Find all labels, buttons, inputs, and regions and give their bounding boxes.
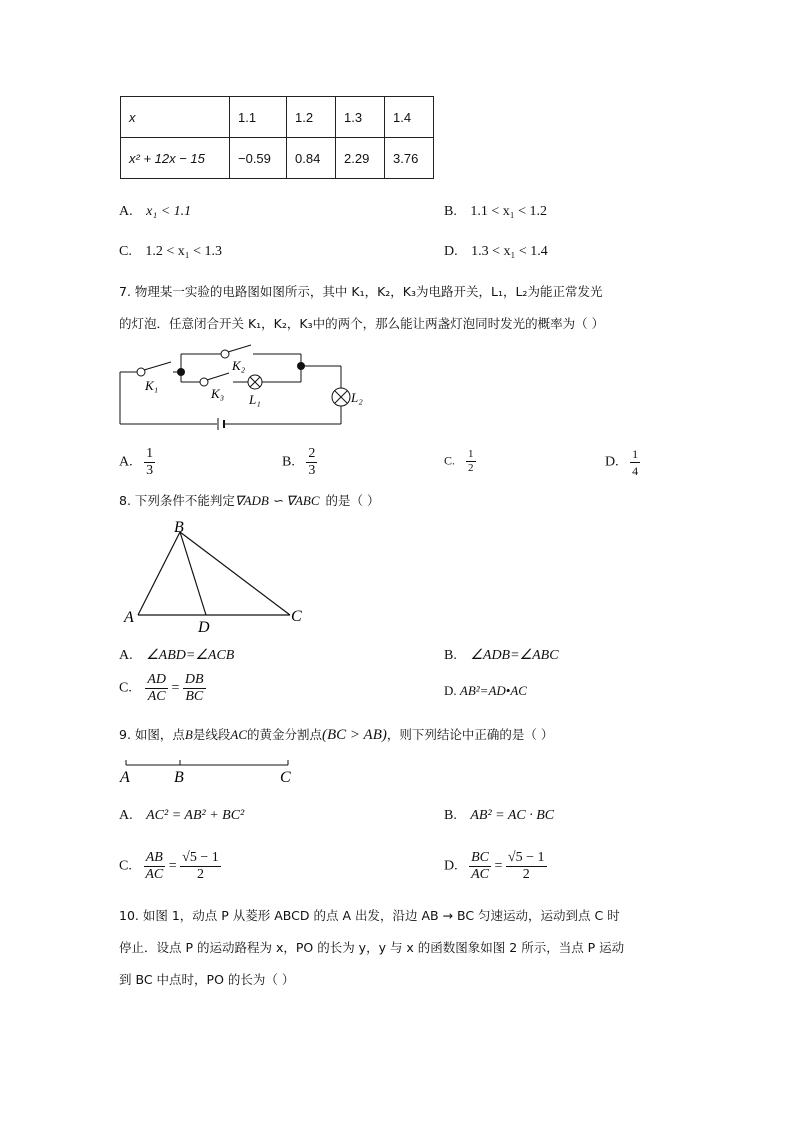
circuit-diagram xyxy=(115,340,375,440)
seg-c-label: C xyxy=(280,769,291,786)
q9-option-c: C. $\frac{AB}{AC}$ = $\frac{√5 - 1}{2}$ xyxy=(119,850,219,882)
option-label: D. xyxy=(444,244,458,259)
numerator: √5 − 1 xyxy=(182,850,219,865)
point-d-label: D xyxy=(198,619,210,636)
numerator: BC xyxy=(471,850,490,865)
q8-condition: ∇ADB ∽ ∇ABC xyxy=(234,493,320,508)
denominator: 3 xyxy=(308,463,316,478)
fraction xyxy=(183,672,206,705)
k2-label: K₂ xyxy=(232,358,246,373)
table-cell: 0.84 xyxy=(287,138,336,179)
option-label: C. xyxy=(119,680,132,696)
l1-label: L₁ xyxy=(249,392,261,407)
option-label: B. xyxy=(444,648,457,663)
fraction xyxy=(144,446,155,479)
fraction xyxy=(506,850,547,883)
q8-option-c xyxy=(119,672,206,705)
option-label: B. xyxy=(444,808,457,823)
option-label: C. xyxy=(444,453,456,468)
table-header-expr: x² + 12x − 15 xyxy=(121,138,230,179)
fraction xyxy=(180,850,221,883)
denominator: 3 xyxy=(146,463,154,478)
q9-condition: (BC > AB) xyxy=(322,727,387,743)
q7-option-a xyxy=(119,446,155,479)
option-label: D. xyxy=(605,454,619,470)
q7-text-line1: 7. 物理某一实验的电路图如图所示，其中 K₁，K₂，K₃为电路开关，L₁，L₂为能正常发光 xyxy=(119,284,603,299)
denominator: 2 xyxy=(196,867,204,882)
q8-option-b xyxy=(444,647,559,664)
point-c-label: C xyxy=(291,608,302,625)
table-cell: 1.1 xyxy=(230,97,287,138)
q8-option-d xyxy=(444,683,527,699)
numerator: 1 xyxy=(468,448,474,460)
q8-question xyxy=(119,491,380,509)
option-text: ∠ADB=∠ABC xyxy=(470,648,559,663)
fraction xyxy=(306,446,317,479)
numerator: 2 xyxy=(308,446,316,461)
fraction xyxy=(145,672,168,705)
denominator: AC xyxy=(145,867,164,882)
q10-text-line2: 停止．设点 P 的运动路程为 x，PO 的长为 y，y 与 x 的函数图象如图 2 所示，当点 P 运动 xyxy=(119,940,625,955)
k1-label: K₁ xyxy=(145,378,159,393)
table-cell: 3.76 xyxy=(385,138,434,179)
numerator: 1 xyxy=(632,447,639,461)
q6-option-d xyxy=(444,244,548,260)
q9-option-a xyxy=(119,808,244,824)
option-text: AB² = AC · BC xyxy=(470,808,555,823)
numerator: 1 xyxy=(146,446,154,461)
numerator: AD xyxy=(147,672,167,687)
table-row xyxy=(121,138,434,179)
q9-mid2: 的黄金分割点 xyxy=(247,727,323,742)
table-cell: −0.59 xyxy=(230,138,287,179)
option-text: AB²=AD•AC xyxy=(459,683,527,698)
denominator: BC xyxy=(185,689,204,704)
q8-prefix: 8. 下列条件不能判定 xyxy=(119,493,235,508)
denominator: AC xyxy=(471,867,490,882)
q8-suffix: 的是（ ） xyxy=(325,493,380,508)
table-row xyxy=(121,97,434,138)
fraction xyxy=(469,850,491,883)
q7-option-b xyxy=(282,446,317,479)
seg-b-label: B xyxy=(174,769,184,786)
q6-option-a xyxy=(119,204,191,220)
numerator: DB xyxy=(184,672,204,687)
seg-a-label: A xyxy=(120,769,130,786)
point-b-label: B xyxy=(174,519,184,536)
option-label: A. xyxy=(119,808,133,823)
option-label: B. xyxy=(444,204,457,219)
segment-figure xyxy=(118,758,308,788)
table-cell: 1.3 xyxy=(336,97,385,138)
option-label: A. xyxy=(119,204,133,219)
option-label: C. xyxy=(119,244,132,259)
denominator: 2 xyxy=(468,462,474,474)
fraction xyxy=(630,446,640,479)
numerator: AB xyxy=(145,850,163,865)
q9-suffix: ，则下列结论中正确的是（ ） xyxy=(386,727,554,742)
denominator: 2 xyxy=(522,867,530,882)
option-label: C. xyxy=(119,858,132,874)
option-label: D. xyxy=(444,683,457,698)
fraction xyxy=(466,448,476,475)
equals-sign: = xyxy=(171,680,180,696)
value-table xyxy=(120,96,434,179)
l2-label: L₂ xyxy=(351,390,363,405)
option-text: ∠ABD=∠ACB xyxy=(146,648,235,663)
denominator: 4 xyxy=(632,464,639,478)
option-text: 1.3 < x₁ < 1.4 xyxy=(471,244,548,259)
q9-question xyxy=(119,725,553,744)
option-text: x₁ < 1.1 xyxy=(146,204,192,219)
k3-label: K₃ xyxy=(211,386,225,401)
option-text: AC² = AB² + BC² xyxy=(146,808,245,823)
q10-text-line1: 10. 如图 1，动点 P 从菱形 ABCD 的点 A 出发，沿边 AB → BC 匀速运动，运动到点 C 时 xyxy=(119,908,620,923)
option-text: 1.2 < x₁ < 1.3 xyxy=(145,244,223,259)
q10-text-line3: 到 BC 中点时，PO 的长为（ ） xyxy=(119,972,295,987)
q9-prefix: 9. 如图，点 xyxy=(119,727,185,742)
q9-point: B xyxy=(184,727,193,742)
option-text: 1.1 < x₁ < 1.2 xyxy=(470,204,548,219)
option-label: A. xyxy=(119,454,133,470)
q8-option-a xyxy=(119,647,234,664)
option-label: D. xyxy=(444,858,458,874)
option-label: B. xyxy=(282,454,295,470)
table-cell: 2.29 xyxy=(336,138,385,179)
fraction xyxy=(143,850,165,883)
q9-mid: 是线段 xyxy=(192,727,231,742)
triangle-figure xyxy=(118,518,318,636)
q9-segment: AC xyxy=(230,727,247,742)
point-a-label: A xyxy=(124,609,134,626)
q7-option-d xyxy=(605,446,640,479)
denominator: AC xyxy=(147,689,166,704)
q7-option-c xyxy=(444,448,476,475)
q6-option-c xyxy=(119,244,222,260)
q9-option-d: D. $\frac{BC}{AC}$ = $\frac{√5 - 1}{2}$ xyxy=(444,850,545,882)
q9-option-b xyxy=(444,808,554,824)
table-cell: 1.2 xyxy=(287,97,336,138)
q7-text-line2: 的灯泡．任意闭合开关 K₁，K₂，K₃中的两个，那么能让两盏灯泡同时发光的概率为（ ） xyxy=(119,316,605,331)
option-label: A. xyxy=(119,648,133,663)
numerator: √5 − 1 xyxy=(507,850,545,865)
table-header-x: x xyxy=(121,97,230,138)
q6-option-b xyxy=(444,204,547,220)
table-cell: 1.4 xyxy=(385,97,434,138)
